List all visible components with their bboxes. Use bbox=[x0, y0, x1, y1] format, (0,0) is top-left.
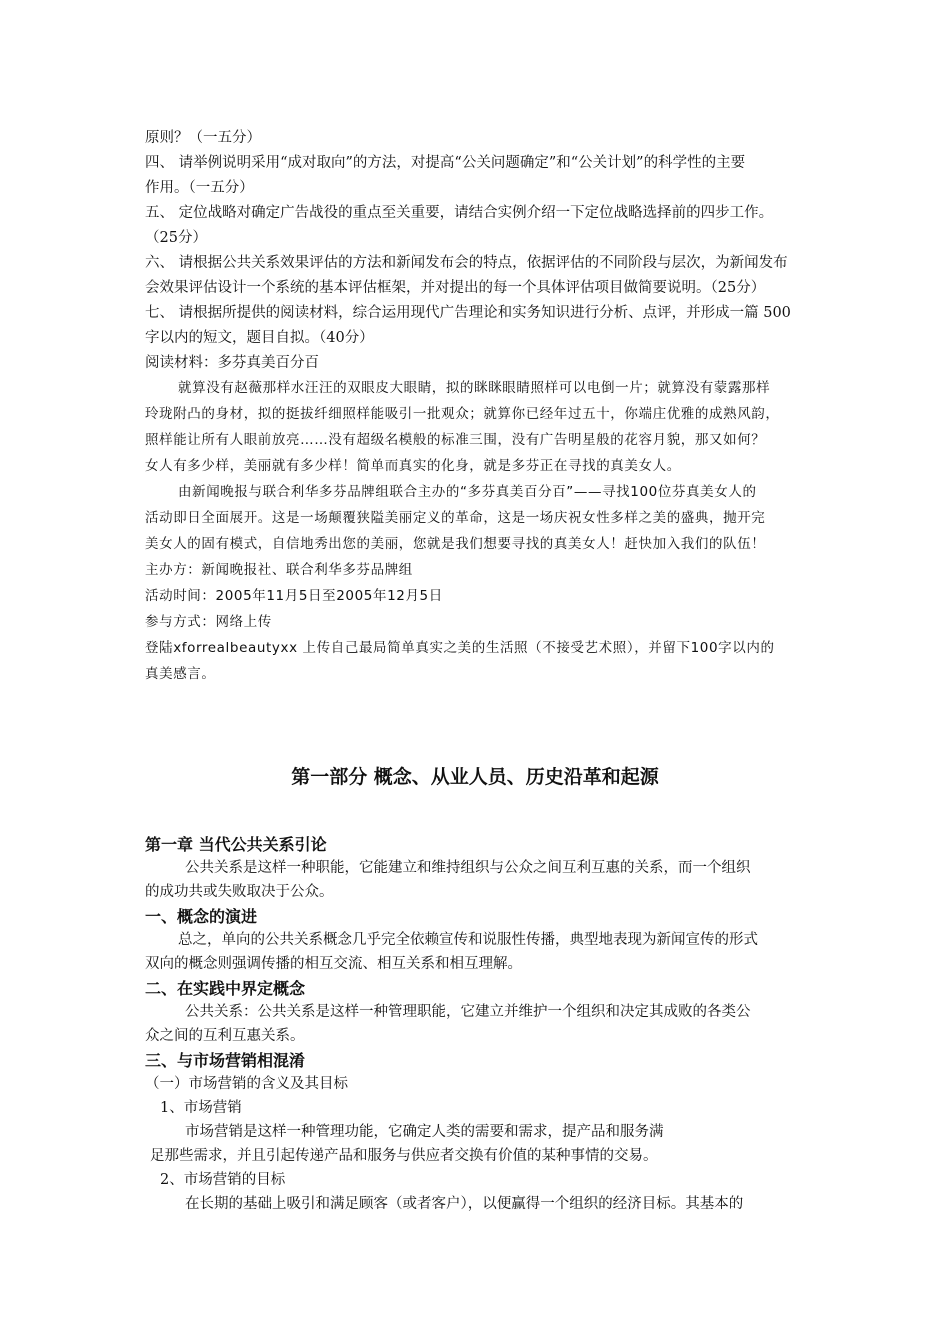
section-2-line-1: 公共关系：公共关系是这样一种管理职能，它建立并维护一个组织和决定其成败的各类公 bbox=[185, 1004, 751, 1020]
chapter-intro-line-1: 公共关系是这样一种职能，它能建立和维持组织与公众之间互利互惠的关系，而一个组织 bbox=[185, 860, 751, 876]
question-3-tail: 原则？（一五分） bbox=[145, 130, 261, 146]
section-3-item-1-title: 1、市场营销 bbox=[160, 1100, 242, 1116]
question-5-line-1: 五、 定位战略对确定广告战役的重点至关重要，请结合实例介绍一下定位战略选择前的四步工作。 bbox=[145, 205, 774, 221]
section-1-line-1: 总之，单向的公共关系概念几乎完全依赖宣传和说服性传播，典型地表现为新闻宣传的形式 bbox=[178, 932, 758, 948]
section-3-title: 三、与市场营销相混淆 bbox=[145, 1051, 306, 1070]
reading-p1-line-2: 玲珑附凸的身材，拟的挺拔纤细照样能吸引一批观众；就算你已经年过五十，你端庄优雅的成熟风韵， bbox=[145, 406, 780, 422]
reading-login-line-2: 真美感言。 bbox=[145, 666, 216, 682]
reading-organizer: 主办方：新闻晚报社、联合利华多芬品牌组 bbox=[145, 562, 413, 578]
reading-login-line-1: 登陆xforrealbeautyxx 上传自己最局简单真实之美的生活照（不接受艺术照），并留下100字以内的 bbox=[145, 640, 775, 656]
question-6-line-1: 六、 请根据公共关系效果评估的方法和新闻发布会的特点，依据评估的不同阶段与层次，为新闻发布 bbox=[145, 255, 788, 271]
part-title: 第一部分 概念、从业人员、历史沿革和起源 bbox=[291, 766, 659, 788]
section-3-item-1-line-1: 市场营销是这样一种管理功能，它确定人类的需要和需求，提产品和服务满 bbox=[185, 1124, 664, 1140]
reading-p1-line-3: 照样能让所有人眼前放亮……没有超级名模般的标准三围，没有广告明星般的花容月貌，那又如何？ bbox=[145, 432, 766, 448]
reading-method: 参与方式：网络上传 bbox=[145, 614, 272, 630]
reading-p2-line-2: 活动即日全面展开。这是一场颠覆狭隘美丽定义的革命，这是一场庆祝女性多样之美的盛典，抛开完 bbox=[145, 510, 766, 526]
reading-p1-line-4: 女人有多少样，美丽就有多少样！简单而真实的化身，就是多芬正在寻找的真美女人。 bbox=[145, 458, 681, 474]
section-3-item-1-line-2: 足那些需求，并且引起传递产品和服务与供应者交换有价值的某种事情的交易。 bbox=[150, 1148, 658, 1164]
reading-title: 阅读材料：多芬真美百分百 bbox=[145, 355, 319, 371]
reading-time: 活动时间：2005年11月5日至2005年12月5日 bbox=[145, 588, 443, 604]
question-4-line-1: 四、 请举例说明采用“成对取向”的方法，对提高“公关问题确定”和“公关计划”的科学性的主要 bbox=[145, 155, 746, 171]
section-3-item-2-line-1: 在长期的基础上吸引和满足顾客（或者客户），以便赢得一个组织的经济目标。其基本的 bbox=[185, 1196, 744, 1212]
reading-p1-line-1: 就算没有赵薇那样水汪汪的双眼皮大眼睛，拟的眯眯眼睛照样可以电倒一片；就算没有蒙露那样 bbox=[178, 380, 771, 396]
question-7-line-1: 七、 请根据所提供的阅读材料，综合运用现代广告理论和实务知识进行分析、点评，并形成一篇 500 bbox=[145, 305, 791, 321]
section-1-line-2: 双向的概念则强调传播的相互交流、相互关系和相互理解。 bbox=[145, 956, 522, 972]
reading-p2-line-3: 美女人的固有模式，自信地秀出您的美丽，您就是我们想要寻找的真美女人！赶快加入我们的队伍！ bbox=[145, 536, 766, 552]
section-1-title: 一、概念的演进 bbox=[145, 907, 258, 926]
section-2-line-2: 众之间的互利互惠关系。 bbox=[145, 1028, 305, 1044]
question-7-line-2: 字以内的短文，题目自拟。（40分） bbox=[145, 330, 374, 346]
question-5-line-2: （25分） bbox=[145, 230, 207, 246]
question-6-line-2: 会效果评估设计一个系统的基本评估框架，并对提出的每一个具体评估项目做简要说明。（25分） bbox=[145, 280, 766, 296]
section-3-item-2-title: 2、市场营销的目标 bbox=[160, 1172, 286, 1188]
chapter-intro-line-2: 的成功共或失败取决于公众。 bbox=[145, 884, 334, 900]
section-3-subheading: （一）市场营销的含义及其目标 bbox=[145, 1076, 348, 1092]
section-2-title: 二、在实践中界定概念 bbox=[145, 979, 306, 998]
reading-p2-line-1: 由新闻晚报与联合利华多芬品牌组联合主办的“多芬真美百分百”——寻找100位芬真美女人的 bbox=[178, 484, 757, 500]
question-4-line-2: 作用。（一五分） bbox=[145, 180, 254, 196]
chapter-title: 第一章 当代公共关系引论 bbox=[145, 835, 327, 854]
